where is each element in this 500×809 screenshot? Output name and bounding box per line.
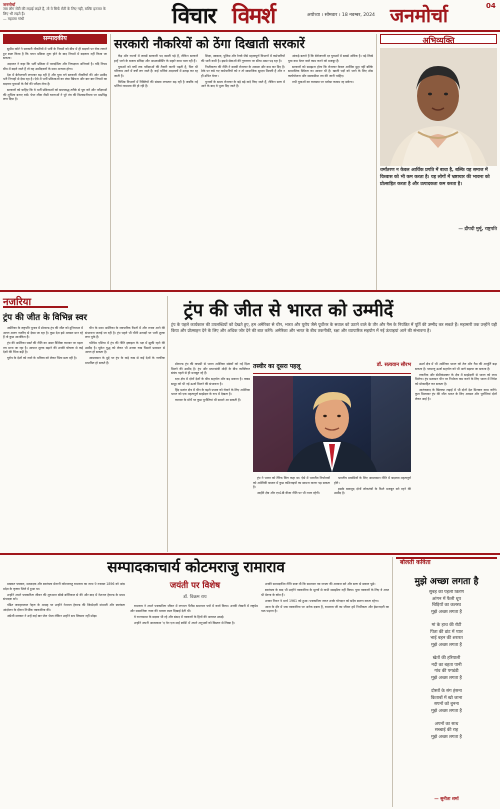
memorial-column [130,604,258,804]
poem-line: मुझे अच्छा लगता है [431,675,462,681]
article-paragraph: उन्होंने अपने पत्रकारिता जीवन की शुरुआत बॉम्बे क्रॉनिकल से की और बाद में नेशनल हेराल्ड के प्रथम संपादक बने। [3,592,125,602]
issue-date-line: अयोध्या । सोमवार । 18 नवम्बर, 2024 [307,13,375,18]
article-paragraph: निजीकरण की नीति ने स्थायी रोजगार के अवसर और कम कर दिए हैं। ठेके पर रखे गए कर्मचारियों को न तो सामाजिक सुरक्षा मिलती है और न ही उचित वेतन। [201,64,285,78]
article-paragraph: शिक्षा, स्वास्थ्य, पुलिस और रेलवे जैसे महत्वपूर्ण विभागों में कर्मचारियों की भारी कमी है। इससे सेवाओं की गुणवत्ता पर सीधा असर पड़ रहा है। [201,54,285,63]
memorial-headline: सम्पादकाचार्य कोटमराजु रामाराव [107,558,285,576]
article-paragraph: अंग्रेजी सरकार ने उन्हें कई बार जेल भेजा लेकिन उन्होंने सच लिखना नहीं छोड़ा। [7,613,98,618]
trump-article-column [171,362,250,550]
poem-line: सपनों को बुनना [434,702,459,708]
memorial-column [261,582,389,804]
poem-line: भाई बहन की शरारत [430,636,463,642]
article-paragraph: वे राज्यसभा के सदस्य भी रहे और संसद में पत्रकारों के हितों की आवाज उठाई। [134,614,225,619]
article-paragraph: व्यापार के मोर्चे पर कुछ चुनौतियां भी सामने आ सकती हैं। [175,398,241,403]
header-quote-text: जब लोग रोटी की लड़ाई लड़ते हैं, तो वे सिर्फ रोटी के लिए नहीं, बल्कि इज्जत के लिए भी लड़ते हैं। [3,7,106,16]
article-paragraph: प्रख्यात पत्रकार, सम्पादक और स्वतंत्रता सेनानी कोटमराजु रामाराव का जन्म 9 नवम्बर 1896 को आंध्र प्रदेश के कृष्णा जिले में हुआ था। [3,582,125,591]
president-portrait-photo [380,48,497,166]
editorial-paragraph: अदालत ने कहा कि भर्ती प्रक्रिया में पारदर्शिता और निष्पक्षता अनिवार्य है। यदि नियम बीच में बदले जाते हैं तो यह उम्मीदवारों के साथ अन्याय होगा। [3,62,107,71]
main-article-column [288,54,373,286]
article-paragraph: विभिन्न विभागों में रिक्तियों की संख्या लगातार बढ़ रही है जबकि नई भर्तियां नाममात्र की हो रही हैं। [114,79,198,89]
poem-line: मुझे अच्छा लगता है [431,708,462,714]
article-paragraph: यूरोप के देशों को नाटो के भविष्य को लेकर चिंता सता रही है। [7,356,77,361]
poem-author: — सुनीता शर्मा [434,797,459,802]
article-paragraph: पश्चिम एशिया में ट्रंप की नीति इस्राइल के पक्ष में झुकी रहने की उम्मीद है। यूक्रेन युद्ध को लेकर भी उनका रुख पिछले प्रशासन से अलग हो सकता है। [85,341,165,355]
article-paragraph: उनकी सम्पादकीय नीति स्पष्ट थी कि समाचार पत्र जनता की आवाज बने और सत्ता से सवाल पूछे। [265,582,376,586]
article-paragraph: आतंकवाद के खिलाफ लड़ाई में भी दोनों देश मिलकर काम करेंगे। कुल मिलाकर ट्रंप की जीत भारत के लिए अवसर और चुनौतियां दोनों लेकर आई है। [415,387,497,401]
section-title-vimarsh: विमर्श [232,3,276,29]
poem-line [396,649,497,656]
abhivyakti-quote-author: — द्रौपदी मुर्मू, राष्ट्रपति [458,227,497,232]
poem-line [396,682,497,689]
editorial-body [3,47,107,277]
article-paragraph: इसके बावजूद दोनों लोकतंत्रों के रिश्ते मजबूत बने रहने की उम्मीद है। [334,486,411,496]
article-paragraph: आज के दौर में जब पत्रकारिता पर अनेक दबाव हैं, रामाराव जी का जीवन हमें निर्भीकता और ईमानदारी का पाठ पढ़ाता है। [261,604,389,614]
article-paragraph: आईटी क्षेत्र और एच1बी वीजा नीति पर भी नजर रहेगी। [257,491,320,496]
article-paragraph: युवाओं को वर्षों तक परीक्षाओं की तैयारी करनी पड़ती है, फिर भी परिणाम आने में वर्षों लग जाते हैं। कई भर्तियां अदालतों में उलझ कर रह जाती हैं। [114,64,198,78]
section-divider [0,290,500,292]
left-article-column [85,326,165,551]
article-paragraph: ट्रंप ने भारत को टैरिफ किंग कहा था। ऐसे में भारतीय निर्यातकों को अमेरिकी बाजार में कुछ कठिनाइयों का सामना करना पड़ सकता है। [253,476,330,490]
header-quote-label: जनमोर्चा [3,2,16,7]
column-divider [392,557,393,807]
poem-line: सच्चाई की राह [434,728,459,734]
poem-line: सुबह की पहली किरण [429,590,464,595]
poem-line: पिता की डांट में प्यार [430,629,463,635]
poem-line: मुझे अच्छा लगता है [431,609,462,615]
trump-article-column [415,362,497,550]
page-number: 04 [486,2,496,10]
editorial-paragraph: सुप्रीम कोर्ट ने सरकारी नौकरियों में भर्ती के नियमों को बीच में ही बदलने पर रोक लगाते हुए स्पष्ट किया है कि चयन प्रक्रिया शुरू होने के बाद नियमों में बदलाव नहीं किया जा सकता। [3,47,107,61]
column-divider [376,34,377,290]
poem-line: दोस्तों के संग हंसना [431,688,462,694]
article-paragraph: रक्षा क्षेत्र में दोनों देशों के बीच सहयोग और बढ़ सकता है। क्वाड समूह को भी नई ऊर्जा मिलने की संभावना है। [171,377,250,386]
article-paragraph: आप्रवासन के मुद्दे पर ट्रंप के कड़े रुख से कई देशों के नागरिक प्रभावित हो सकते हैं। [85,356,165,365]
header-quote-box [3,2,107,29]
article-paragraph: तकनीक और सेमीकंडक्टर के क्षेत्र में साझेदारी से भारत को लाभ मिलेगा। ट्रंप प्रशासन चीन पर निर्भरता कम करने के लिए भारत में निवेश को प्रोत्साहित कर सकता है। [415,372,497,386]
column-divider [167,296,168,552]
article-paragraph: पंडित जवाहरलाल नेहरू के आग्रह पर उन्होंने नेशनल हेराल्ड की जिम्मेदारी संभाली और स्वतंत्रता आंदोलन के दौरान निर्भीक पत्रकारिता की। [3,603,125,612]
abhivyakti-quote: धर्मांतरण न केवल आर्थिक प्रगति में बाधा है, बल्कि यह समाज में विश्वास को भी कम करता है। यह लोगों में भ्रष्टाचार की भावना को प्रोत्साहित करता है और उत्पादकता कम करता है। [380,168,490,187]
abhivyakti-heading: अभिव्यक्ति [380,34,497,44]
poem-line [396,715,497,722]
poem-line [396,616,497,623]
editorial-paragraph: सरकारों को चाहिए कि वे भर्ती प्रक्रियाओं को समयबद्ध तरीके से पूरा करें और परीक्षाओं की शुचिता बनाए रखें। पेपर लीक जैसी घटनाओं ने पूरे तंत्र की विश्वसनीयता पर प्रश्नचिह्न लगा दिया है। [3,87,107,102]
article-paragraph: उनका निधन 9 मार्च 1961 को हुआ। पत्रकारिता जगत उनके योगदान को सदैव स्मरण करता रहेगा। [265,598,379,603]
trump-article-intro: ट्रंप के पहले कार्यकाल की उपलब्धियों को देखते हुए, हम अमेरिका से चीन, भारत और यूरोप जैसे पूर्वोत्तर के सवाल को उठाने वाले के तौर और गैस के नियंत्रित में पूर्ति की उम्मीद कर सकते हैं। महामारी तक उन्होंने यही किया और प्रोत्साहन देने के लिए और अधिक जोर देने की बात करेंगे। अमेरिका और भारत के बीच तकनीकी, रक्षा और व्यापारिक सहयोग में नई ऊंचाइयां आने की संभावना है। [171,322,497,333]
editorial-heading: सम्पादकीय [3,34,107,44]
poem-line: किताबों में खो जाना [430,695,463,701]
poem-line: खेतों की हरियाली [432,655,461,661]
article-paragraph: हिंद प्रशांत क्षेत्र में चीन के बढ़ते प्रभाव को रोकने के लिए अमेरिका भारत को एक महत्वपूर्ण साझेदार के रूप में देखता है। [171,387,250,397]
section-divider [0,553,500,555]
left-article-headline: ट्रंप की जीत के विभिन्न स्वर [3,313,87,323]
najariya-heading: नजरिया [3,294,68,308]
article-paragraph: डोनाल्ड ट्रंप की वापसी से भारत अमेरिका संबंधों को नई दिशा मिलने की उम्मीद है। ट्रंप और प्रधानमंत्री मोदी के बीच व्यक्तिगत संबंध पहले से ही मजबूत रहे हैं। [171,362,250,376]
article-paragraph: चुनावों के समय रोजगार के बड़े बड़े वादे किए जाते हैं, लेकिन सत्ता में आने के बाद वे भुला दिए जाते हैं। [201,79,285,89]
article-paragraph: स्वतंत्रता के बाद भी उन्होंने पत्रकारिता के मूल्यों से कभी समझौता नहीं किया। युवा पत्रकारों के लिए वे आज भी प्रेरणा के स्रोत हैं। [261,587,389,597]
trump-photo [253,376,411,472]
column-divider [110,34,111,290]
main-article-headline: सरकारी नौकरियों को ठेंगा दिखाती सरकारें [114,36,305,51]
section-title-vichar: विचार [172,3,216,29]
poem-line: मां के हाथ की रोटी [431,622,462,628]
photo-caption-bar [253,362,411,374]
trump-article-headline: ट्रंप की जीत से भारत को उम्मीदें [183,300,394,321]
poem-line: मुझे अच्छा लगता है [431,735,462,741]
poem-line: मुझे अच्छा लगता है [431,642,462,648]
article-paragraph: भारतीय प्रवासियों के लिए आप्रवासन नीति में बदलाव महत्वपूर्ण होंगे। [334,476,411,485]
jayanti-special-heading: जयंती पर विशेष [169,581,221,591]
poem-body [396,590,497,790]
header-quote-author: — महात्मा गांधी [3,17,25,21]
main-article-column [114,54,198,286]
poem-line: नदी का बहता पानी [431,662,462,668]
article-paragraph: चीन के साथ अमेरिका के व्यापारिक रिश्तों में और तनाव आने की संभावना जताई जा रही है। ट्रंप पहले भी चीनी उत्पादों पर भारी शुल्क लगा चुके हैं। [85,326,165,340]
poem-line: गांव की पगडंडी [434,669,459,675]
article-paragraph: अमेरिका के राष्ट्रपति चुनाव में डोनाल्ड ट्रंप की जीत को दुनियाभर में अलग अलग नजरिए से देखा जा रहा है। कुछ देश इसे अवसर मान रहे हैं तो कुछ आशंकित हैं। [3,326,83,340]
article-paragraph: तभी युवाओं का व्यवस्था पर भरोसा कायम रह सकेगा। [292,79,354,84]
article-paragraph: रामाराव ने अपने पत्रकारिता जीवन में लगभग पैंतीस समाचार पत्रों में कार्य किया। उनकी लेखनी में राष्ट्रप्रेम और सामाजिक न्याय की भावना स्पष्ट दिखाई देती थी। [130,604,258,613]
poem-line: अपनों का साथ [434,721,459,727]
newspaper-logo: जनमोर्चा [390,5,448,27]
left-article-column [3,326,83,551]
memorial-column [3,582,125,804]
trump-article-column [334,476,411,551]
article-paragraph: ट्रंप की अमेरिका फर्स्ट की नीति का असर वैश्विक व्यापार पर पड़ना तय माना जा रहा है। आयात शुल्क बढ़ाने की उनकी घोषणा से कई देशों की चिंता बढ़ी है। [3,341,83,355]
article-paragraph: केंद्र और राज्यों में लाखों सरकारी पद खाली पड़े हैं, लेकिन सरकारें इन्हें भरने के बजाय संविदा और आउटसोर्सिंग के सहारे काम चला रही हैं। [114,54,198,63]
trump-article-column [253,476,330,551]
memorial-author: डॉ. विक्रम राय [183,595,207,600]
photo-caption: तस्वीर का दूसरा पहलू [253,363,301,370]
poem-line: आंगन में फैली धूप [432,596,461,602]
main-article-column [201,54,285,286]
article-paragraph: सरकारों को समझना होगा कि रोजगार केवल आर्थिक मुद्दा नहीं बल्कि सामाजिक स्थिरता का आधार भी है। खाली पदों को भरने के लिए ठोस कार्ययोजना और समयसीमा तय की जानी चाहिए। [288,64,373,78]
poem-line: चिड़ियों का कलरव [432,603,461,609]
article-paragraph: आंकड़े बताते हैं कि बेरोजगारी दर युवाओं में सबसे अधिक है। पढ़े लिखे युवा कम वेतन वाले काम करने को मजबूर हैं। [288,54,373,63]
article-paragraph: उन्होंने अपनी आत्मकथा 'द पेन एज माई स्वॉर्ड' में अपने अनुभवों को विस्तार से लिखा है। [134,620,235,625]
photo-author: डॉ. सत्यवान सौरभ [376,362,411,368]
poem-badge: बोलती कविता [400,559,431,566]
article-paragraph: ऊर्जा क्षेत्र में भी अमेरिका भारत को तेल और गैस की आपूर्ति बढ़ा सकता है। परमाणु ऊर्जा सहयोग को भी आगे बढ़ाया जा सकता है। [415,362,497,371]
poem-title: मुझे अच्छा लगता है [414,577,479,587]
editorial-paragraph: देश में बेरोजगारी लगातार बढ़ रही है और युवा वर्ग सरकारी नौकरियों की ओर उम्मीद भरी निगाहों से देख रहा है। ऐसे में भर्ती प्रक्रियाओं का लंबा खिंचना और बार बार नियमों का बदलना युवाओं के धैर्य की परीक्षा लेता है। [3,72,107,86]
